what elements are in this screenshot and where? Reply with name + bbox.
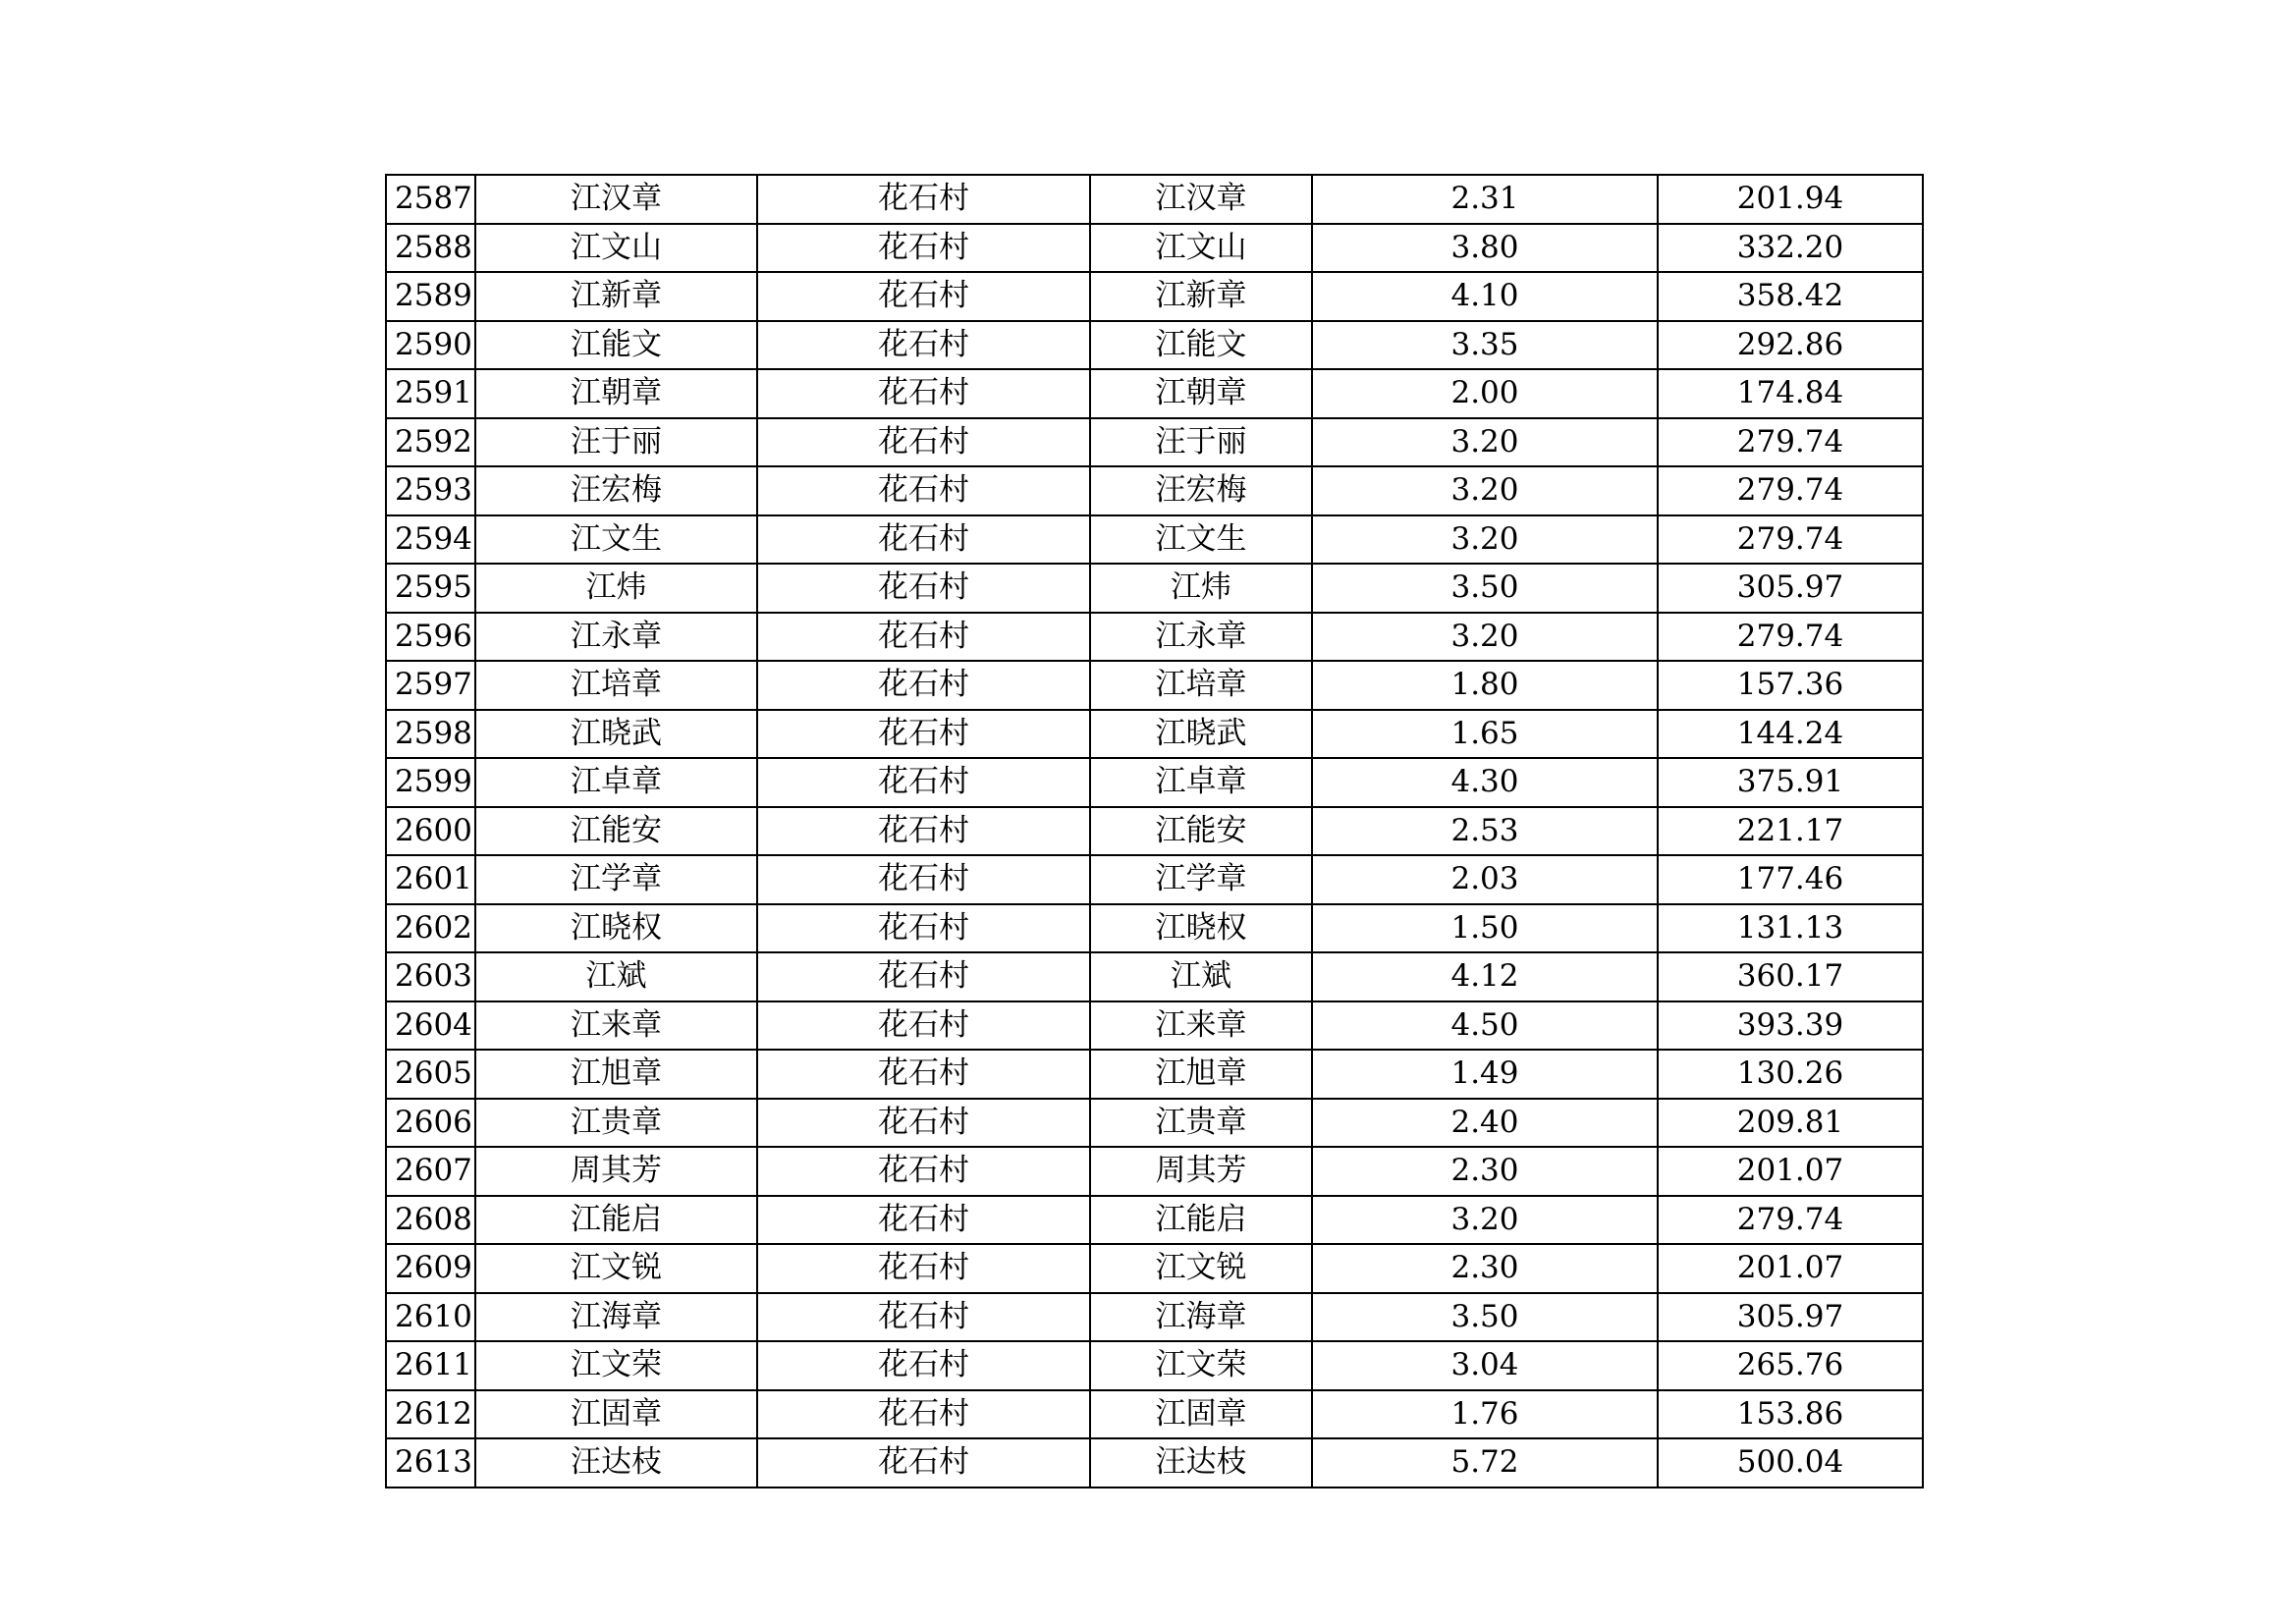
holder-cell: 江文生 <box>1090 515 1312 565</box>
village-cell: 花石村 <box>757 515 1090 565</box>
name-cell: 汪宏梅 <box>475 466 757 515</box>
table-row <box>386 613 1923 662</box>
holder-cell: 江来章 <box>1090 1001 1312 1051</box>
village-cell: 花石村 <box>757 855 1090 904</box>
name-cell: 江能安 <box>475 807 757 856</box>
table-row <box>386 1099 1923 1148</box>
name-cell: 汪达枝 <box>475 1438 757 1488</box>
table-row <box>386 1196 1923 1245</box>
amount-cell: 360.17 <box>1658 952 1923 1001</box>
amount-cell: 279.74 <box>1658 418 1923 467</box>
table-row <box>386 1293 1923 1342</box>
name-cell: 江永章 <box>475 613 757 662</box>
row-number-cell: 2605 <box>386 1050 475 1099</box>
amount-cell: 157.36 <box>1658 661 1923 710</box>
area-cell: 2.31 <box>1312 175 1658 224</box>
amount-cell: 221.17 <box>1658 807 1923 856</box>
name-cell: 江新章 <box>475 272 757 321</box>
table-row <box>386 515 1923 565</box>
table-row <box>386 175 1923 224</box>
table-row <box>386 904 1923 953</box>
holder-cell: 江能启 <box>1090 1196 1312 1245</box>
amount-cell: 279.74 <box>1658 1196 1923 1245</box>
table-row <box>386 224 1923 273</box>
area-cell: 3.20 <box>1312 1196 1658 1245</box>
village-cell: 花石村 <box>757 952 1090 1001</box>
holder-cell: 江培章 <box>1090 661 1312 710</box>
area-cell: 3.20 <box>1312 418 1658 467</box>
amount-cell: 500.04 <box>1658 1438 1923 1488</box>
village-cell: 花石村 <box>757 1001 1090 1051</box>
row-number-cell: 2591 <box>386 369 475 418</box>
table-row <box>386 272 1923 321</box>
row-number-cell: 2595 <box>386 564 475 613</box>
village-cell: 花石村 <box>757 1244 1090 1293</box>
village-cell: 花石村 <box>757 175 1090 224</box>
name-cell: 江卓章 <box>475 758 757 807</box>
holder-cell: 江炜 <box>1090 564 1312 613</box>
name-cell: 江斌 <box>475 952 757 1001</box>
row-number-cell: 2597 <box>386 661 475 710</box>
row-number-cell: 2601 <box>386 855 475 904</box>
village-cell: 花石村 <box>757 904 1090 953</box>
amount-cell: 130.26 <box>1658 1050 1923 1099</box>
name-cell: 江晓武 <box>475 710 757 759</box>
row-number-cell: 2598 <box>386 710 475 759</box>
table-row <box>386 1001 1923 1051</box>
holder-cell: 江永章 <box>1090 613 1312 662</box>
holder-cell: 汪于丽 <box>1090 418 1312 467</box>
name-cell: 江炜 <box>475 564 757 613</box>
village-cell: 花石村 <box>757 1099 1090 1148</box>
amount-cell: 279.74 <box>1658 515 1923 565</box>
village-cell: 花石村 <box>757 272 1090 321</box>
holder-cell: 江汉章 <box>1090 175 1312 224</box>
row-number-cell: 2599 <box>386 758 475 807</box>
amount-cell: 279.74 <box>1658 613 1923 662</box>
name-cell: 江朝章 <box>475 369 757 418</box>
area-cell: 3.20 <box>1312 613 1658 662</box>
amount-cell: 174.84 <box>1658 369 1923 418</box>
row-number-cell: 2604 <box>386 1001 475 1051</box>
holder-cell: 江能安 <box>1090 807 1312 856</box>
name-cell: 江文山 <box>475 224 757 273</box>
area-cell: 1.65 <box>1312 710 1658 759</box>
row-number-cell: 2596 <box>386 613 475 662</box>
area-cell: 2.00 <box>1312 369 1658 418</box>
village-cell: 花石村 <box>757 1293 1090 1342</box>
holder-cell: 江新章 <box>1090 272 1312 321</box>
village-cell: 花石村 <box>757 466 1090 515</box>
holder-cell: 江海章 <box>1090 1293 1312 1342</box>
holder-cell: 汪宏梅 <box>1090 466 1312 515</box>
area-cell: 1.50 <box>1312 904 1658 953</box>
amount-cell: 177.46 <box>1658 855 1923 904</box>
row-number-cell: 2609 <box>386 1244 475 1293</box>
area-cell: 2.03 <box>1312 855 1658 904</box>
village-cell: 花石村 <box>757 807 1090 856</box>
row-number-cell: 2590 <box>386 321 475 370</box>
area-cell: 3.20 <box>1312 515 1658 565</box>
name-cell: 江学章 <box>475 855 757 904</box>
amount-cell: 153.86 <box>1658 1390 1923 1439</box>
row-number-cell: 2613 <box>386 1438 475 1488</box>
area-cell: 3.20 <box>1312 466 1658 515</box>
village-cell: 花石村 <box>757 710 1090 759</box>
area-cell: 3.35 <box>1312 321 1658 370</box>
row-number-cell: 2612 <box>386 1390 475 1439</box>
amount-cell: 201.07 <box>1658 1244 1923 1293</box>
amount-cell: 209.81 <box>1658 1099 1923 1148</box>
village-cell: 花石村 <box>757 224 1090 273</box>
table-row <box>386 1390 1923 1439</box>
table-row <box>386 661 1923 710</box>
village-cell: 花石村 <box>757 1341 1090 1390</box>
row-number-cell: 2603 <box>386 952 475 1001</box>
table-row <box>386 1050 1923 1099</box>
amount-cell: 131.13 <box>1658 904 1923 953</box>
row-number-cell: 2606 <box>386 1099 475 1148</box>
village-cell: 花石村 <box>757 758 1090 807</box>
holder-cell: 江斌 <box>1090 952 1312 1001</box>
village-cell: 花石村 <box>757 1196 1090 1245</box>
holder-cell: 江旭章 <box>1090 1050 1312 1099</box>
village-cell: 花石村 <box>757 613 1090 662</box>
row-number-cell: 2587 <box>386 175 475 224</box>
area-cell: 5.72 <box>1312 1438 1658 1488</box>
table-row <box>386 952 1923 1001</box>
amount-cell: 292.86 <box>1658 321 1923 370</box>
holder-cell: 江卓章 <box>1090 758 1312 807</box>
table-row <box>386 1244 1923 1293</box>
row-number-cell: 2600 <box>386 807 475 856</box>
holder-cell: 周其芳 <box>1090 1147 1312 1196</box>
name-cell: 江海章 <box>475 1293 757 1342</box>
holder-cell: 江朝章 <box>1090 369 1312 418</box>
row-number-cell: 2608 <box>386 1196 475 1245</box>
name-cell: 汪于丽 <box>475 418 757 467</box>
table-row <box>386 466 1923 515</box>
row-number-cell: 2611 <box>386 1341 475 1390</box>
area-cell: 2.53 <box>1312 807 1658 856</box>
amount-cell: 144.24 <box>1658 710 1923 759</box>
row-number-cell: 2592 <box>386 418 475 467</box>
row-number-cell: 2610 <box>386 1293 475 1342</box>
name-cell: 江贵章 <box>475 1099 757 1148</box>
name-cell: 江旭章 <box>475 1050 757 1099</box>
holder-cell: 江晓权 <box>1090 904 1312 953</box>
amount-cell: 201.94 <box>1658 175 1923 224</box>
holder-cell: 江文荣 <box>1090 1341 1312 1390</box>
area-cell: 3.80 <box>1312 224 1658 273</box>
table-row <box>386 369 1923 418</box>
area-cell: 2.30 <box>1312 1147 1658 1196</box>
area-cell: 4.50 <box>1312 1001 1658 1051</box>
holder-cell: 江晓武 <box>1090 710 1312 759</box>
amount-cell: 332.20 <box>1658 224 1923 273</box>
area-cell: 1.76 <box>1312 1390 1658 1439</box>
row-number-cell: 2607 <box>386 1147 475 1196</box>
holder-cell: 江固章 <box>1090 1390 1312 1439</box>
village-cell: 花石村 <box>757 1050 1090 1099</box>
holder-cell: 江文锐 <box>1090 1244 1312 1293</box>
row-number-cell: 2589 <box>386 272 475 321</box>
name-cell: 周其芳 <box>475 1147 757 1196</box>
table-row <box>386 1147 1923 1196</box>
row-number-cell: 2602 <box>386 904 475 953</box>
village-cell: 花石村 <box>757 369 1090 418</box>
holder-cell: 江贵章 <box>1090 1099 1312 1148</box>
village-cell: 花石村 <box>757 661 1090 710</box>
table-row <box>386 418 1923 467</box>
area-cell: 1.49 <box>1312 1050 1658 1099</box>
area-cell: 4.12 <box>1312 952 1658 1001</box>
area-cell: 4.30 <box>1312 758 1658 807</box>
table-row <box>386 807 1923 856</box>
village-cell: 花石村 <box>757 321 1090 370</box>
area-cell: 2.40 <box>1312 1099 1658 1148</box>
name-cell: 江文荣 <box>475 1341 757 1390</box>
area-cell: 3.04 <box>1312 1341 1658 1390</box>
village-cell: 花石村 <box>757 1390 1090 1439</box>
name-cell: 江来章 <box>475 1001 757 1051</box>
data-table <box>385 174 1924 1488</box>
holder-cell: 江学章 <box>1090 855 1312 904</box>
table-row <box>386 321 1923 370</box>
amount-cell: 375.91 <box>1658 758 1923 807</box>
village-cell: 花石村 <box>757 418 1090 467</box>
village-cell: 花石村 <box>757 1438 1090 1488</box>
name-cell: 江晓权 <box>475 904 757 953</box>
holder-cell: 江文山 <box>1090 224 1312 273</box>
table-row <box>386 710 1923 759</box>
amount-cell: 265.76 <box>1658 1341 1923 1390</box>
village-cell: 花石村 <box>757 1147 1090 1196</box>
amount-cell: 279.74 <box>1658 466 1923 515</box>
name-cell: 江能文 <box>475 321 757 370</box>
village-cell: 花石村 <box>757 564 1090 613</box>
holder-cell: 汪达枝 <box>1090 1438 1312 1488</box>
area-cell: 4.10 <box>1312 272 1658 321</box>
amount-cell: 201.07 <box>1658 1147 1923 1196</box>
name-cell: 江文生 <box>475 515 757 565</box>
holder-cell: 江能文 <box>1090 321 1312 370</box>
table-row <box>386 564 1923 613</box>
table-body <box>386 175 1923 1488</box>
row-number-cell: 2588 <box>386 224 475 273</box>
amount-cell: 358.42 <box>1658 272 1923 321</box>
amount-cell: 393.39 <box>1658 1001 1923 1051</box>
row-number-cell: 2594 <box>386 515 475 565</box>
area-cell: 2.30 <box>1312 1244 1658 1293</box>
name-cell: 江固章 <box>475 1390 757 1439</box>
area-cell: 3.50 <box>1312 1293 1658 1342</box>
name-cell: 江能启 <box>475 1196 757 1245</box>
row-number-cell: 2593 <box>386 466 475 515</box>
table-row <box>386 855 1923 904</box>
name-cell: 江培章 <box>475 661 757 710</box>
table-row <box>386 1438 1923 1488</box>
area-cell: 1.80 <box>1312 661 1658 710</box>
table-row <box>386 1341 1923 1390</box>
table-row <box>386 758 1923 807</box>
amount-cell: 305.97 <box>1658 564 1923 613</box>
amount-cell: 305.97 <box>1658 1293 1923 1342</box>
name-cell: 江文锐 <box>475 1244 757 1293</box>
name-cell: 江汉章 <box>475 175 757 224</box>
area-cell: 3.50 <box>1312 564 1658 613</box>
